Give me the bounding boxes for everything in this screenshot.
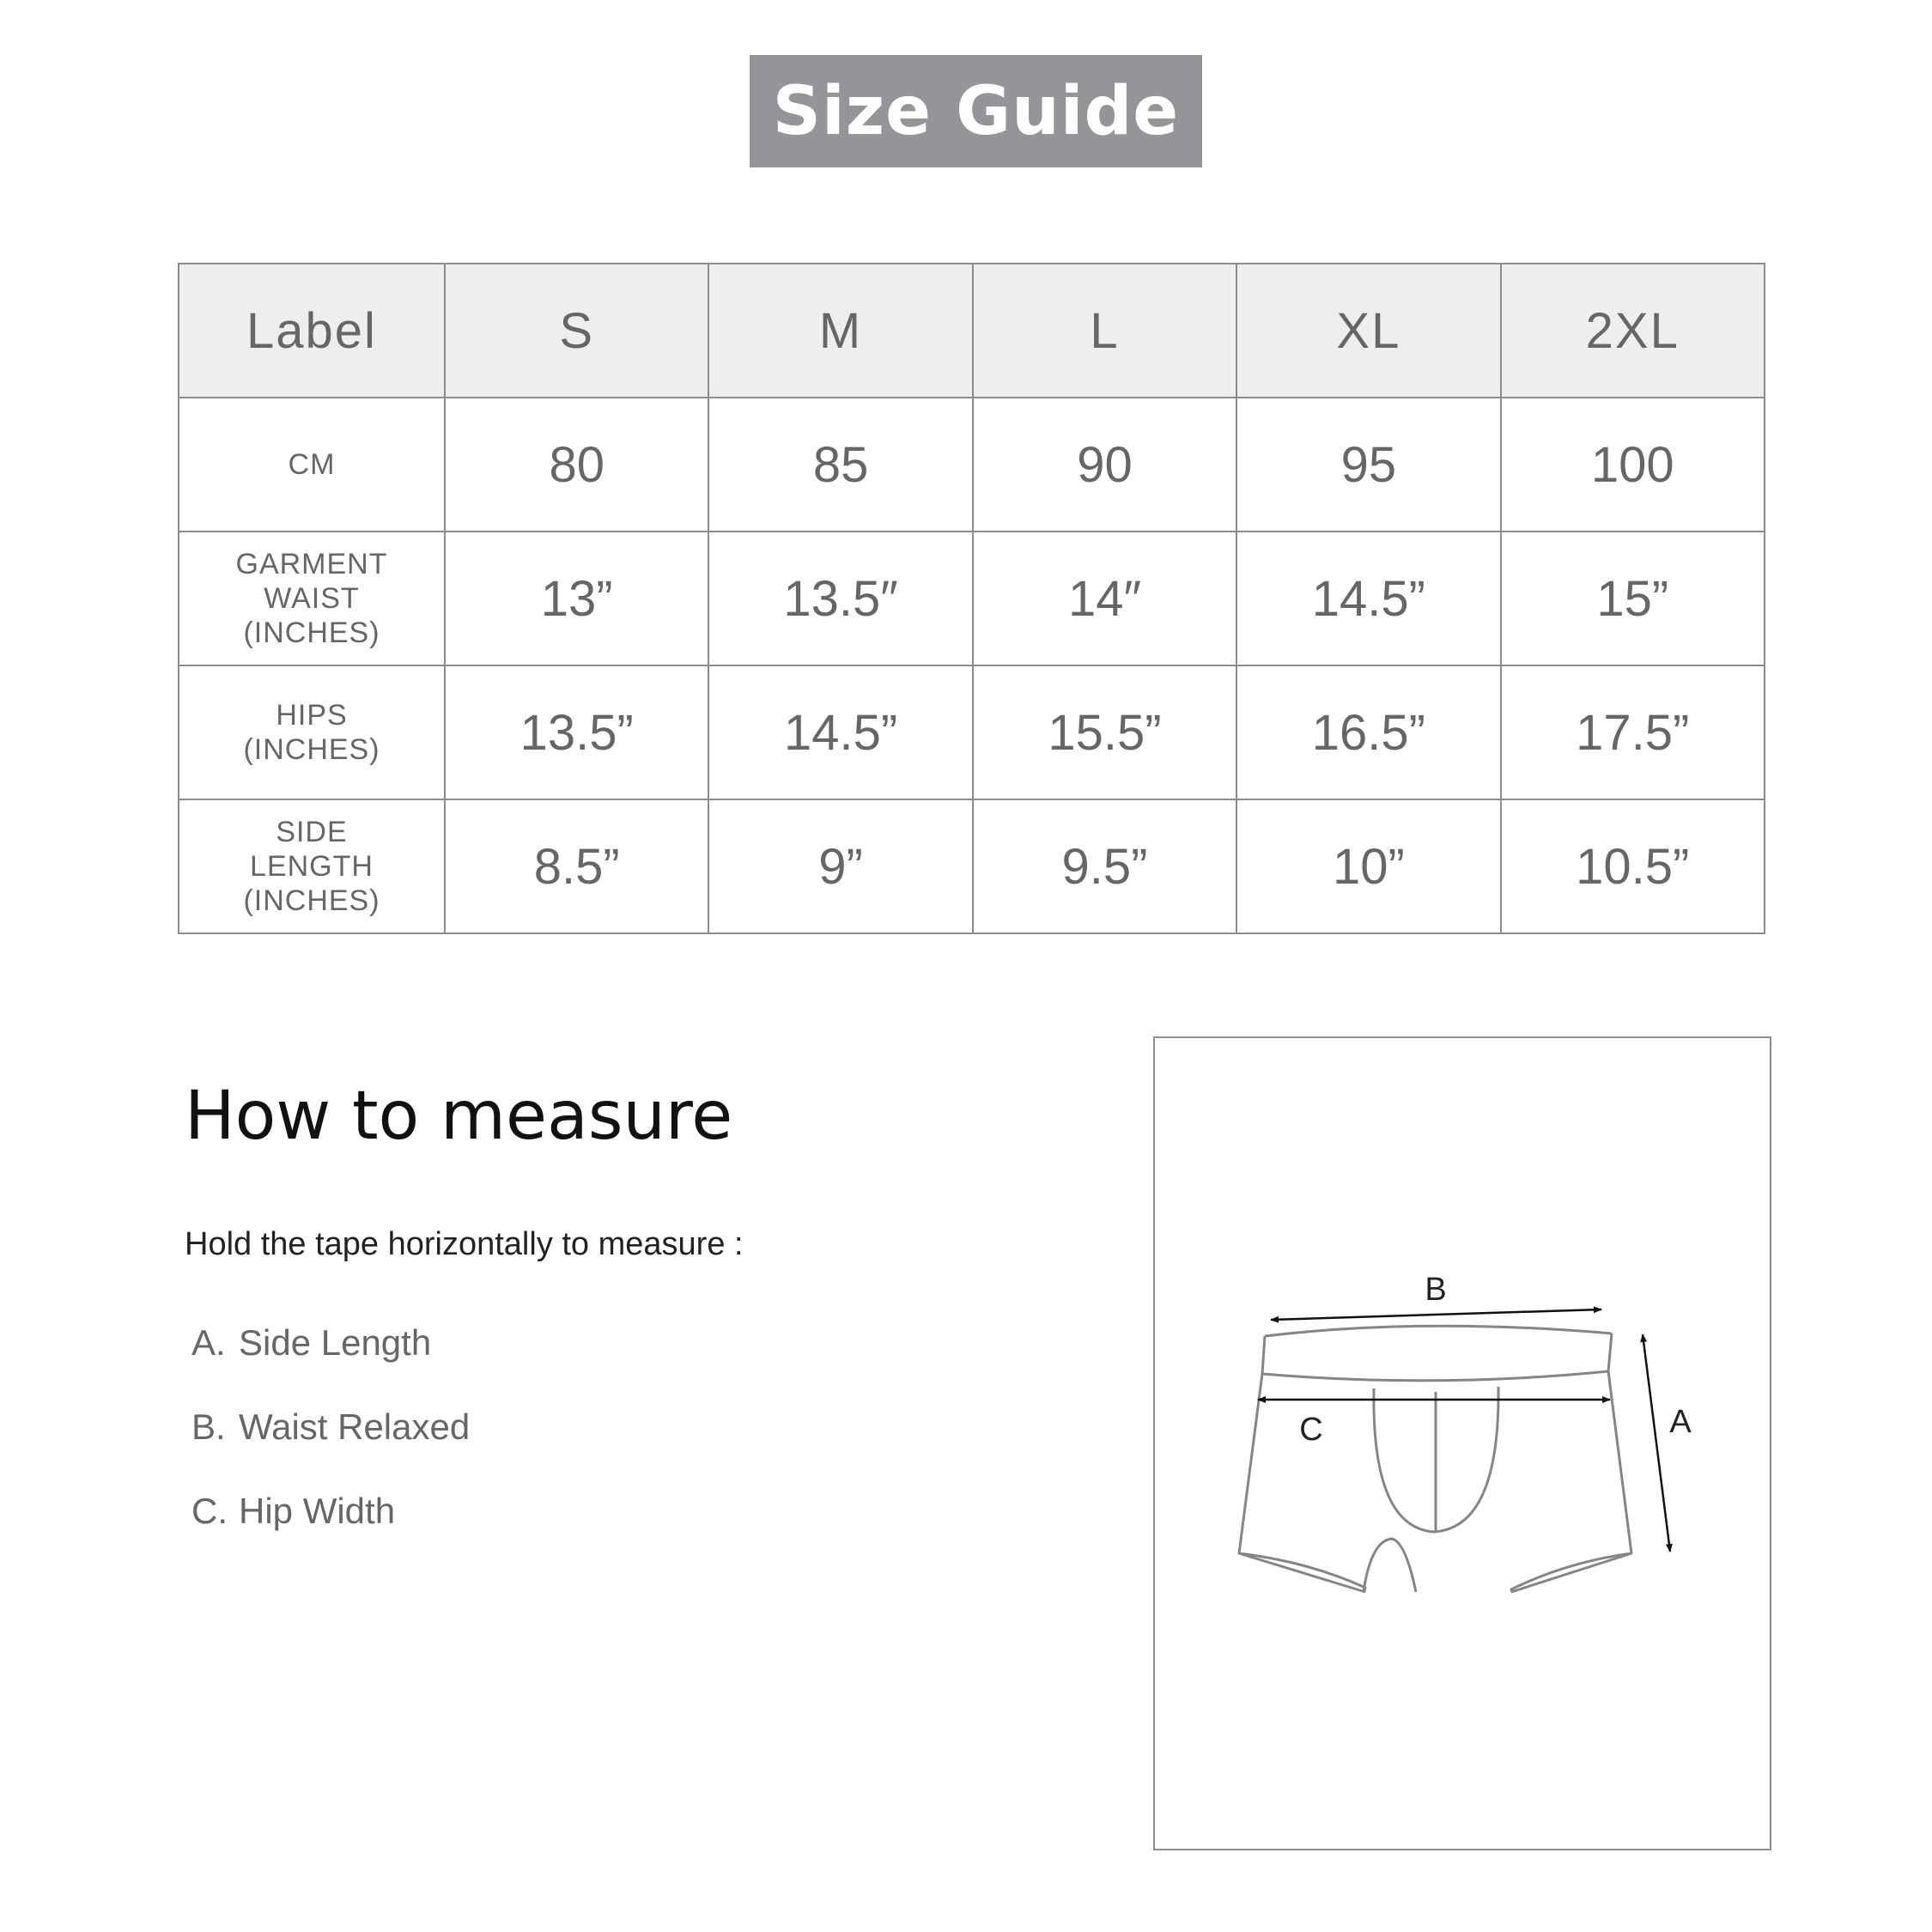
waist-arrow — [1271, 1309, 1601, 1320]
table-cell: 90 — [973, 398, 1236, 532]
table-cell: 9” — [708, 799, 972, 933]
table-row-side-length — [179, 799, 1765, 933]
list-item-letter: C. — [191, 1491, 228, 1531]
row-label-hips — [179, 665, 445, 799]
table-cell: 13.5” — [445, 665, 708, 799]
label-b: B — [1425, 1272, 1447, 1308]
table-row-cm — [179, 398, 1765, 532]
list-item-letter: B. — [191, 1406, 226, 1447]
table-cell: 15” — [1501, 532, 1765, 665]
header-cell-2xl: 2XL — [1501, 264, 1765, 398]
row-label-line: GARMENT — [235, 548, 388, 580]
row-label-line: LENGTH — [250, 850, 374, 883]
header-cell-label: Label — [179, 264, 445, 398]
table-header-row — [179, 264, 1765, 398]
side-length-arrow — [1643, 1334, 1670, 1552]
boxer-brief-icon — [1155, 1038, 1773, 1852]
table-row-garment-waist — [179, 532, 1765, 665]
measure-instructions: Hold the tape horizontally to measure : — [185, 1226, 744, 1262]
size-table — [178, 263, 1765, 934]
list-item — [191, 1406, 470, 1491]
header-cell-xl: XL — [1236, 264, 1500, 398]
row-label-line: HIPS — [276, 699, 348, 732]
measurement-diagram — [1153, 1036, 1771, 1850]
how-to-measure-heading: How to measure — [185, 1078, 733, 1155]
table-cell: 15.5” — [973, 665, 1236, 799]
table-cell: 80 — [445, 398, 708, 532]
table-cell: 16.5” — [1236, 665, 1500, 799]
row-label-cm — [179, 398, 445, 532]
list-item — [191, 1322, 470, 1406]
table-cell: 85 — [708, 398, 972, 532]
table-cell: 13” — [445, 532, 708, 665]
table-cell: 10.5” — [1501, 799, 1765, 933]
row-label-garment-waist — [179, 532, 445, 665]
row-label-line: CM — [288, 448, 336, 481]
row-label-line: WAIST — [264, 582, 360, 615]
list-item-text: Waist Relaxed — [239, 1406, 471, 1447]
row-label-line: (INCHES) — [243, 884, 380, 917]
label-c: C — [1299, 1412, 1323, 1448]
table-cell: 9.5” — [973, 799, 1236, 933]
header-cell-s: S — [445, 264, 708, 398]
table-cell: 8.5” — [445, 799, 708, 933]
row-label-line: (INCHES) — [243, 733, 380, 766]
row-label-line: (INCHES) — [243, 617, 380, 649]
header-cell-l: L — [973, 264, 1236, 398]
table-cell: 13.5″ — [708, 532, 972, 665]
table-cell: 14.5” — [708, 665, 972, 799]
garment-outline — [1239, 1326, 1631, 1592]
list-item — [191, 1491, 470, 1575]
list-item-text: Hip Width — [239, 1491, 396, 1531]
table-cell: 14″ — [973, 532, 1236, 665]
row-label-side-length — [179, 799, 445, 933]
list-item-letter: A. — [191, 1322, 226, 1363]
label-a: A — [1669, 1404, 1692, 1440]
page-title: Size Guide — [750, 55, 1202, 167]
table-row-hips — [179, 665, 1765, 799]
table-cell: 14.5” — [1236, 532, 1500, 665]
header-cell-m: M — [708, 264, 972, 398]
table-cell: 95 — [1236, 398, 1500, 532]
list-item-text: Side Length — [239, 1322, 432, 1363]
table-cell: 17.5” — [1501, 665, 1765, 799]
row-label-line: SIDE — [276, 816, 348, 848]
table-cell: 10” — [1236, 799, 1500, 933]
measure-list — [191, 1322, 470, 1575]
table-cell: 100 — [1501, 398, 1765, 532]
